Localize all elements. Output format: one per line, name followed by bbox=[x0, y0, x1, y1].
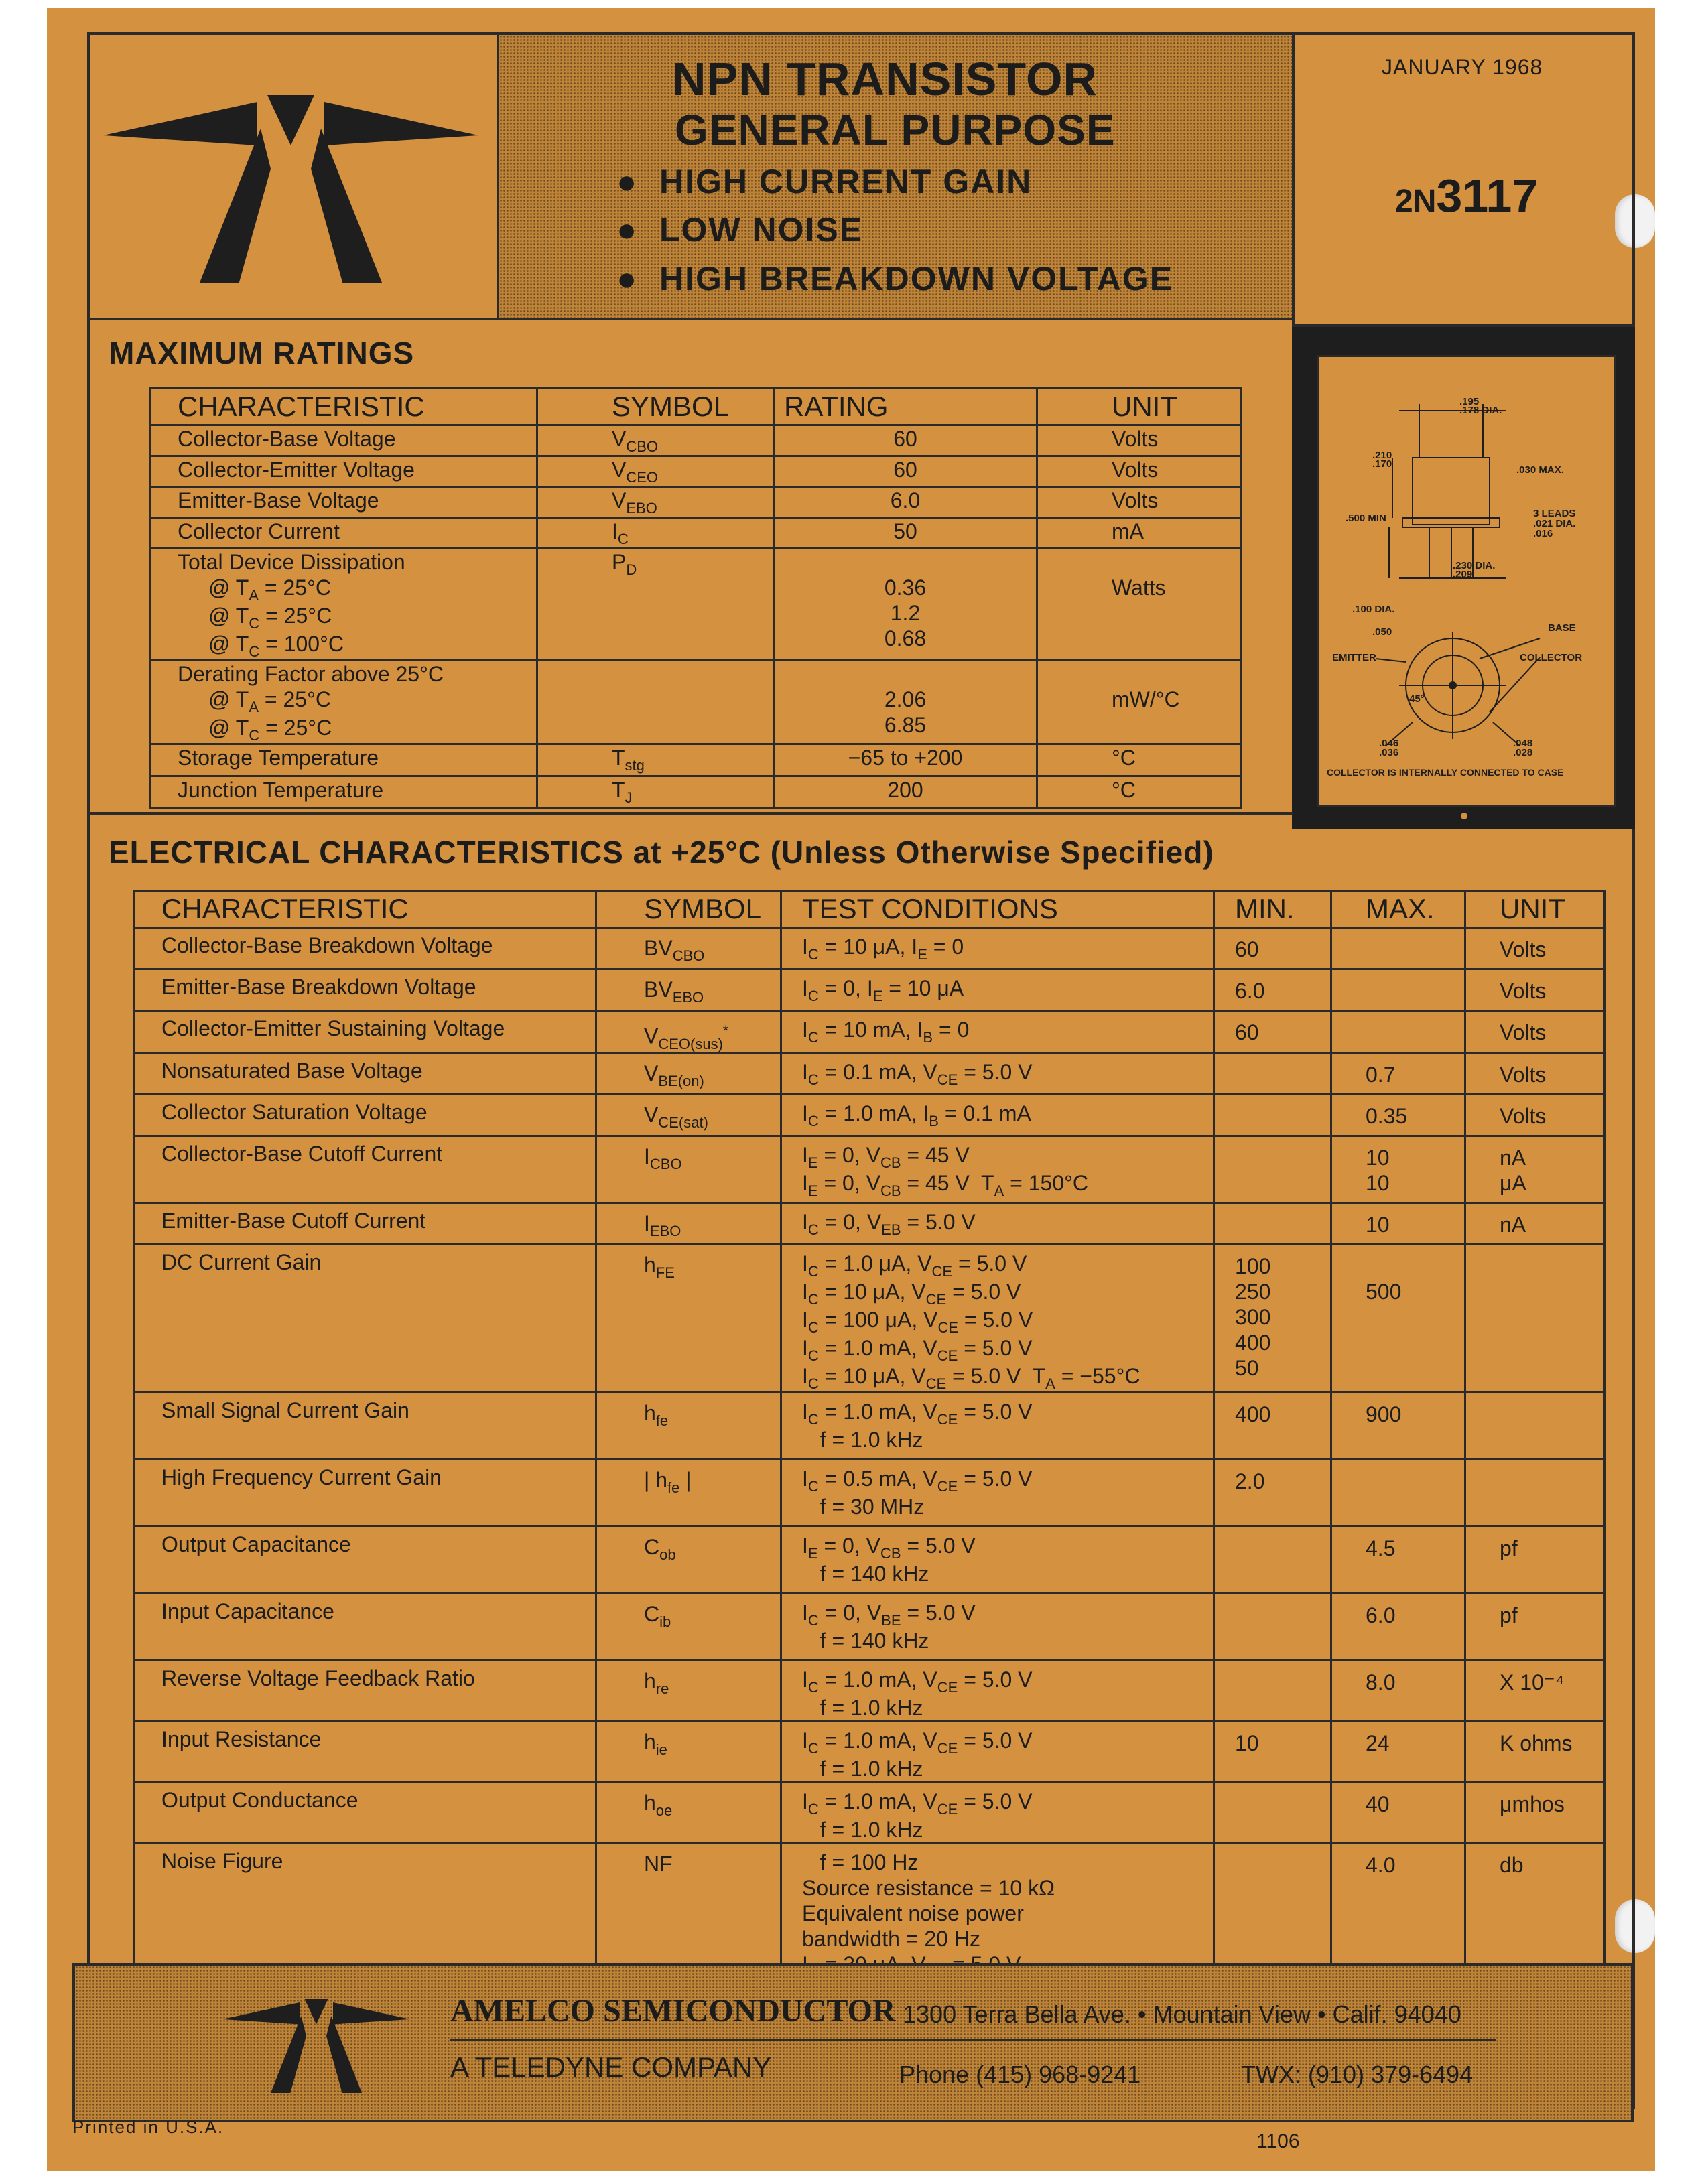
table-row bbox=[150, 776, 1241, 809]
rating-unit: Watts bbox=[1037, 549, 1241, 661]
elec-test-conditions: $I_C = 1.0$ mA, $V_{CE} = 5.0$ V f = 1.0 kHz bbox=[781, 1392, 1214, 1459]
rating-unit: °C bbox=[1037, 776, 1241, 809]
elec-max: 0.35 bbox=[1331, 1094, 1465, 1136]
col-header: TEST CONDITIONS bbox=[781, 891, 1214, 928]
parent-company: A TELEDYNE COMPANY bbox=[450, 2051, 772, 2083]
elec-test-conditions: $I_C = 1.0$ μA, $V_{CE} = 5.0$ V $I_C = 10$ μA, $V_{CE} = 5.0$ V $I_C = 100$ μA, $V_{CE} = 5.0$ V $I_C = 1.0$ mA, $V_{CE} = 5.0$ V $I_C = 10$ μA, $V_{CE} = 5.0$ V $T_A = -55^\circ C$ bbox=[781, 1244, 1214, 1392]
title-line-1: NPN TRANSISTOR bbox=[672, 53, 1098, 105]
table-row bbox=[134, 1094, 1605, 1136]
electrical-title: ELECTRICAL CHARACTERISTICS at +25°C (Unless Otherwise Specified) bbox=[109, 835, 1214, 870]
dim-tab-length: .048 .028 bbox=[1513, 738, 1533, 758]
elec-characteristic: Small Signal Current Gain bbox=[134, 1392, 596, 1459]
rating-value: 200 bbox=[774, 776, 1037, 809]
table-row bbox=[150, 549, 1241, 661]
table-row bbox=[134, 1136, 1605, 1203]
dim-base-dia: .230 DIA. .209 bbox=[1453, 560, 1496, 580]
table-row bbox=[134, 1526, 1605, 1593]
table-row bbox=[150, 661, 1241, 744]
company-name: AMELCO SEMICONDUCTOR bbox=[450, 1993, 896, 2029]
col-header: MAX. bbox=[1331, 891, 1465, 928]
elec-symbol: $C_{ob}$ bbox=[596, 1526, 781, 1593]
elec-unit bbox=[1465, 1459, 1605, 1526]
electrical-table bbox=[133, 890, 1606, 1985]
table-row bbox=[134, 1459, 1605, 1526]
elec-test-conditions: $I_C = 0$, $V_{EB} = 5.0$ V bbox=[781, 1203, 1214, 1244]
elec-characteristic: Emitter-Base Breakdown Voltage bbox=[134, 969, 596, 1011]
elec-test-conditions: $I_E = 0$, $V_{CB} = 5.0$ V f = 140 kHz bbox=[781, 1526, 1214, 1593]
rating-symbol: $V_{CBO}$ bbox=[537, 425, 774, 456]
elec-symbol: $h_{ie}$ bbox=[596, 1721, 781, 1782]
elec-min: 6.0 bbox=[1214, 969, 1331, 1011]
table-row bbox=[134, 1782, 1605, 1843]
elec-test-conditions: $I_C = 0.5$ mA, $V_{CE} = 5.0$ V f = 30 MHz bbox=[781, 1459, 1214, 1526]
elec-min bbox=[1214, 1136, 1331, 1203]
rating-value: 60 bbox=[774, 425, 1037, 456]
elec-min: 10 bbox=[1214, 1721, 1331, 1782]
elec-max bbox=[1331, 1459, 1465, 1526]
elec-symbol: $BV_{EBO}$ bbox=[596, 969, 781, 1011]
col-header: CHARACTERISTIC bbox=[134, 891, 596, 928]
elec-min bbox=[1214, 1593, 1331, 1660]
rating-symbol: $P_D$ bbox=[537, 549, 774, 661]
phone-number: Phone (415) 968-9241 bbox=[899, 2061, 1141, 2088]
rating-symbol bbox=[537, 661, 774, 744]
elec-max: 8.0 bbox=[1331, 1660, 1465, 1721]
rating-symbol: $T_J$ bbox=[537, 776, 774, 809]
elec-symbol: $C_{ib}$ bbox=[596, 1593, 781, 1660]
rating-value: 6.0 bbox=[774, 487, 1037, 518]
table-row bbox=[150, 425, 1241, 456]
dim-tab-width: .046 .036 bbox=[1379, 738, 1399, 758]
elec-unit bbox=[1465, 1244, 1605, 1392]
rating-char: Collector-Emitter Voltage bbox=[150, 456, 537, 487]
elec-min bbox=[1214, 1660, 1331, 1721]
rating-value: 50 bbox=[774, 518, 1037, 549]
hole-punch-mark bbox=[1461, 813, 1467, 819]
elec-symbol: $V_{CE(sat)}$ bbox=[596, 1094, 781, 1136]
table-header-row bbox=[150, 389, 1241, 425]
table-row bbox=[134, 1721, 1605, 1782]
table-row bbox=[134, 928, 1605, 969]
elec-characteristic: Input Resistance bbox=[134, 1721, 596, 1782]
rating-char: Storage Temperature bbox=[150, 744, 537, 776]
elec-unit: μmhos bbox=[1465, 1782, 1605, 1843]
title-line-2: GENERAL PURPOSE bbox=[675, 106, 1116, 154]
elec-symbol: NF bbox=[596, 1843, 781, 1984]
elec-characteristic: Noise Figure bbox=[134, 1843, 596, 1984]
label-emitter: EMITTER bbox=[1332, 652, 1376, 663]
rating-char: Collector Current bbox=[150, 518, 537, 549]
elec-unit: Volts bbox=[1465, 1052, 1605, 1094]
elec-symbol: $I_{CBO}$ bbox=[596, 1136, 781, 1203]
elec-unit: X 10⁻⁴ bbox=[1465, 1660, 1605, 1721]
diagram-note: COLLECTOR IS INTERNALLY CONNECTED TO CASE bbox=[1327, 767, 1564, 778]
col-header: CHARACTERISTIC bbox=[150, 389, 537, 425]
table-header-row bbox=[134, 891, 1605, 928]
rating-symbol: $T_{stg}$ bbox=[537, 744, 774, 776]
elec-characteristic: Collector-Base Cutoff Current bbox=[134, 1136, 596, 1203]
col-header: UNIT bbox=[1465, 891, 1605, 928]
label-angle: 45° bbox=[1409, 693, 1425, 705]
elec-min bbox=[1214, 1782, 1331, 1843]
elec-test-conditions: $I_C = 0$, $V_{BE} = 5.0$ V f = 140 kHz bbox=[781, 1593, 1214, 1660]
elec-max: 10 10 bbox=[1331, 1136, 1465, 1203]
elec-max bbox=[1331, 928, 1465, 969]
header-title-box bbox=[497, 32, 1295, 320]
elec-unit: pf bbox=[1465, 1593, 1605, 1660]
feature-item: ● HIGH CURRENT GAIN bbox=[616, 163, 1033, 200]
rating-symbol: $V_{EBO}$ bbox=[537, 487, 774, 518]
col-header: UNIT bbox=[1037, 389, 1241, 425]
rating-char: Junction Temperature bbox=[150, 776, 537, 809]
max-ratings-title: MAXIMUM RATINGS bbox=[109, 336, 415, 370]
elec-symbol: $BV_{CBO}$ bbox=[596, 928, 781, 969]
rating-value: 60 bbox=[774, 456, 1037, 487]
elec-symbol: | $h_{fe}$ | bbox=[596, 1459, 781, 1526]
rating-value: 2.06 6.85 bbox=[774, 661, 1037, 744]
elec-test-conditions: $I_C = 1.0$ mA, $V_{CE} = 5.0$ V f = 1.0 kHz bbox=[781, 1782, 1214, 1843]
table-row bbox=[150, 487, 1241, 518]
header-part-box bbox=[1292, 32, 1635, 327]
rating-unit: °C bbox=[1037, 744, 1241, 776]
rating-unit: mA bbox=[1037, 518, 1241, 549]
rating-char: Collector-Base Voltage bbox=[150, 425, 537, 456]
table-row bbox=[150, 456, 1241, 487]
rating-value: −65 to +200 bbox=[774, 744, 1037, 776]
elec-min: 400 bbox=[1214, 1392, 1331, 1459]
dim-100-dia: .100 DIA. bbox=[1352, 604, 1395, 615]
table-row bbox=[134, 1052, 1605, 1094]
table-row bbox=[150, 518, 1241, 549]
rating-unit: Volts bbox=[1037, 425, 1241, 456]
elec-test-conditions: $I_C = 1.0$ mA, $V_{CE} = 5.0$ V f = 1.0 kHz bbox=[781, 1660, 1214, 1721]
elec-min: 60 bbox=[1214, 1011, 1331, 1053]
elec-max: 24 bbox=[1331, 1721, 1465, 1782]
table-row bbox=[134, 969, 1605, 1011]
dim-050: .050 bbox=[1372, 626, 1392, 638]
elec-symbol: $V_{CEO(sus)}^*$ bbox=[596, 1011, 781, 1053]
elec-symbol: $V_{BE(on)}$ bbox=[596, 1052, 781, 1094]
elec-max: 900 bbox=[1331, 1392, 1465, 1459]
elec-min bbox=[1214, 1526, 1331, 1593]
elec-max: 6.0 bbox=[1331, 1593, 1465, 1660]
table-row bbox=[150, 744, 1241, 776]
feature-item: ● LOW NOISE bbox=[616, 211, 864, 249]
elec-max bbox=[1331, 969, 1465, 1011]
elec-symbol: $h_{re}$ bbox=[596, 1660, 781, 1721]
table-row bbox=[134, 1203, 1605, 1244]
elec-test-conditions: $I_C = 0$, $I_E = 10$ μA bbox=[781, 969, 1214, 1011]
elec-min: 2.0 bbox=[1214, 1459, 1331, 1526]
elec-max bbox=[1331, 1011, 1465, 1053]
elec-symbol: $I_{EBO}$ bbox=[596, 1203, 781, 1244]
elec-characteristic: Output Conductance bbox=[134, 1782, 596, 1843]
rating-value: 0.36 1.2 0.68 bbox=[774, 549, 1037, 661]
elec-min bbox=[1214, 1094, 1331, 1136]
header-logo-box bbox=[87, 32, 499, 320]
rating-unit: Volts bbox=[1037, 456, 1241, 487]
table-row bbox=[134, 1392, 1605, 1459]
table-row bbox=[134, 1244, 1605, 1392]
elec-max: 4.0 bbox=[1331, 1843, 1465, 1984]
rating-symbol: $V_{CEO}$ bbox=[537, 456, 774, 487]
elec-unit: Volts bbox=[1465, 1011, 1605, 1053]
elec-symbol: $h_{fe}$ bbox=[596, 1392, 781, 1459]
rating-symbol: $I_C$ bbox=[537, 518, 774, 549]
table-row bbox=[134, 1660, 1605, 1721]
elec-symbol: $h_{oe}$ bbox=[596, 1782, 781, 1843]
elec-test-conditions: $I_C = 10$ mA, $I_B = 0$ bbox=[781, 1011, 1214, 1053]
elec-min: 100 250 300 400 50 bbox=[1214, 1244, 1331, 1392]
elec-unit: Volts bbox=[1465, 928, 1605, 969]
elec-max: 40 bbox=[1331, 1782, 1465, 1843]
dim-cap-dia: .195 .178 DIA. bbox=[1459, 396, 1502, 416]
elec-max: 4.5 bbox=[1331, 1526, 1465, 1593]
table-row bbox=[134, 1593, 1605, 1660]
elec-unit: Volts bbox=[1465, 969, 1605, 1011]
elec-unit: nA μA bbox=[1465, 1136, 1605, 1203]
elec-test-conditions: $I_C = 1.0$ mA, $V_{CE} = 5.0$ V f = 1.0 kHz bbox=[781, 1721, 1214, 1782]
rating-unit: Volts bbox=[1037, 487, 1241, 518]
elec-max: 0.7 bbox=[1331, 1052, 1465, 1094]
electrical-body bbox=[134, 928, 1605, 1984]
footer-rule bbox=[450, 2039, 1496, 2041]
elec-min: 60 bbox=[1214, 928, 1331, 969]
dim-cap-height: .210 .170 bbox=[1372, 450, 1392, 470]
col-header: RATING bbox=[774, 389, 1037, 425]
elec-min bbox=[1214, 1052, 1331, 1094]
elec-characteristic: Reverse Voltage Feedback Ratio bbox=[134, 1660, 596, 1721]
elec-max: 500 bbox=[1331, 1244, 1465, 1392]
elec-test-conditions: $I_E = 0$, $V_{CB} = 45$ V $I_E = 0$, $V_{CB} = 45$ V $T_A = 150^\circ C$ bbox=[781, 1136, 1214, 1203]
elec-unit: nA bbox=[1465, 1203, 1605, 1244]
rating-char: Derating Factor above 25°C @ $T_A = 25^\circ C$ @ $T_C = 25^\circ C$ bbox=[150, 661, 537, 744]
elec-max: 10 bbox=[1331, 1203, 1465, 1244]
rating-unit: mW/°C bbox=[1037, 661, 1241, 744]
elec-symbol: $h_{FE}$ bbox=[596, 1244, 781, 1392]
rating-char: Emitter-Base Voltage bbox=[150, 487, 537, 518]
elec-test-conditions: $I_C = 1.0$ mA, $I_B = 0.1$ mA bbox=[781, 1094, 1214, 1136]
elec-unit: db bbox=[1465, 1843, 1605, 1984]
section-divider bbox=[87, 812, 1293, 815]
col-header: SYMBOL bbox=[596, 891, 781, 928]
elec-unit bbox=[1465, 1392, 1605, 1459]
teledyne-logo-icon bbox=[103, 82, 478, 283]
elec-test-conditions: $I_C = 10$ μA, $I_E = 0$ bbox=[781, 928, 1214, 969]
footer-box bbox=[72, 1963, 1634, 2122]
package-diagram bbox=[1317, 355, 1616, 807]
elec-characteristic: Collector Saturation Voltage bbox=[134, 1094, 596, 1136]
label-collector: COLLECTOR bbox=[1520, 652, 1583, 663]
elec-characteristic: Collector-Base Breakdown Voltage bbox=[134, 928, 596, 969]
elec-characteristic: Nonsaturated Base Voltage bbox=[134, 1052, 596, 1094]
printed-in: Printed in U.S.A. bbox=[72, 2117, 224, 2137]
teledyne-logo-icon bbox=[222, 1992, 410, 2093]
elec-test-conditions: $I_C = 0.1$ mA, $V_{CE} = 5.0$ V bbox=[781, 1052, 1214, 1094]
twx-number: TWX: (910) 379-6494 bbox=[1241, 2061, 1474, 2088]
to18-package-outline-icon bbox=[1319, 357, 1614, 805]
part-number: 2N3117 bbox=[1395, 169, 1539, 222]
elec-unit: pf bbox=[1465, 1526, 1605, 1593]
dim-leads: 3 LEADS .021 DIA. .016 bbox=[1533, 508, 1576, 539]
col-header: MIN. bbox=[1214, 891, 1331, 928]
dim-lead-length: .500 MIN bbox=[1346, 513, 1386, 524]
col-header: SYMBOL bbox=[537, 389, 774, 425]
elec-characteristic: DC Current Gain bbox=[134, 1244, 596, 1392]
max-ratings-table bbox=[149, 387, 1242, 809]
document-number: 1106 bbox=[1256, 2130, 1300, 2153]
feature-item: ● HIGH BREAKDOWN VOLTAGE bbox=[616, 260, 1174, 297]
elec-unit: K ohms bbox=[1465, 1721, 1605, 1782]
elec-characteristic: Input Capacitance bbox=[134, 1593, 596, 1660]
elec-characteristic: Output Capacitance bbox=[134, 1526, 596, 1593]
elec-characteristic: High Frequency Current Gain bbox=[134, 1459, 596, 1526]
elec-test-conditions: f = 100 Hz Source resistance = 10 kΩ Equivalent noise power bandwidth = 20 Hz bbox=[781, 1843, 1214, 1984]
elec-characteristic: Collector-Emitter Sustaining Voltage bbox=[134, 1011, 596, 1053]
label-base: BASE bbox=[1548, 622, 1576, 634]
elec-min bbox=[1214, 1203, 1331, 1244]
rating-char: Total Device Dissipation @ $T_A = 25^\circ C$ @ $T_C = 25^\circ C$ @ $T_C = 100^\circ C$ bbox=[150, 549, 537, 661]
elec-characteristic: Emitter-Base Cutoff Current bbox=[134, 1203, 596, 1244]
dim-flange: .030 MAX. bbox=[1516, 464, 1564, 476]
issue-date: JANUARY 1968 bbox=[1382, 55, 1543, 79]
elec-unit: Volts bbox=[1465, 1094, 1605, 1136]
company-address: 1300 Terra Bella Ave. • Mountain View • Calif. 94040 bbox=[903, 2000, 1461, 2028]
table-row bbox=[134, 1011, 1605, 1053]
